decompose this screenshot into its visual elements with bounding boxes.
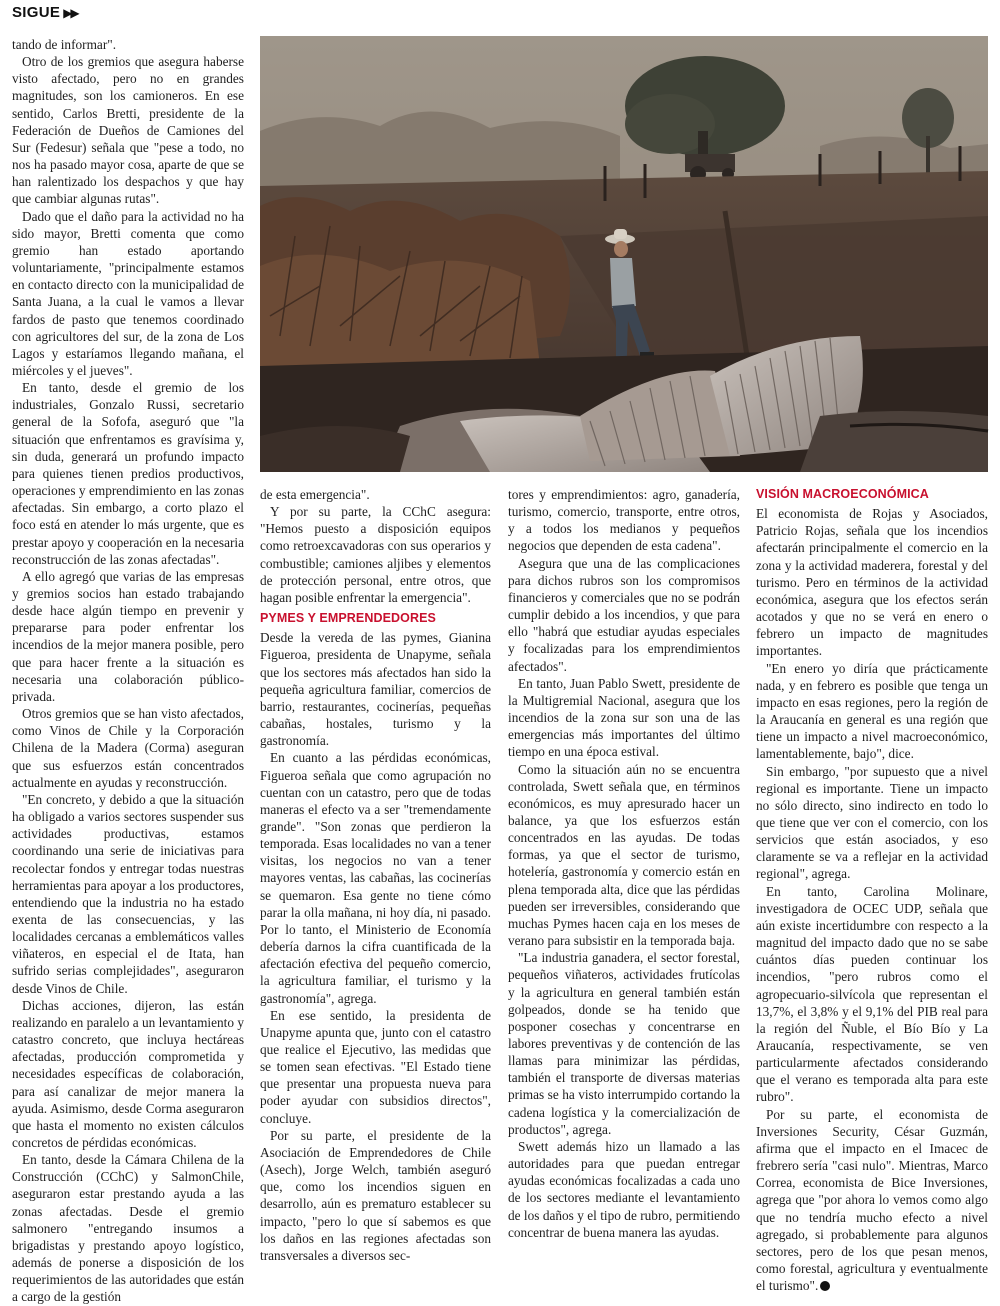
paragraph: En tanto, Juan Pablo Swett, presidente de la Multigremial Nacional, asegura que los incendios de la zona sur son una de las emergencias más importantes del último tiempo en una época estival. xyxy=(508,675,740,760)
paragraph: Desde la vereda de las pymes, Gianina Figueroa, presidenta de Unapyme, señala que los sectores más afectados han sido la pequeña agricultura familiar, comercios de barrio, restaurantes, cocinerías, pequeñas cabañas, hostales, turismo y la gastronomía. xyxy=(260,630,491,749)
continue-arrows-icon: ▶▶ xyxy=(63,6,78,20)
paragraph: de esta emergencia". xyxy=(260,487,370,502)
paragraph: tando de informar". xyxy=(12,37,117,52)
paragraph: Dichas acciones, dijeron, las están realizando en paralelo a un levantamiento y catastro concreto, que incluya hectáreas afectadas, producción comprometida y necesidades específicas de colaboración, para así canalizar de mejor manera la ayuda. Asimismo, desde Corma aseguraron que hasta el momento no existen cálculos concretos de pérdidas económicas. xyxy=(12,997,244,1150)
paragraph: Dado que el daño para la actividad no ha sido mayor, Bretti comenta que como gremio han estado aportando voluntariamente, "principalmente estamos en contacto directo con la municipalidad de Santa Juana, a la cual le vamos a llevar fardos de pasto que tenemos coordinado con agricultores del sur, de la zona de Los Lagos y estaríamos llegando mañana, el miércoles y el jueves". xyxy=(12,208,244,378)
paragraph: Sin embargo, "por supuesto que a nivel regional es importante. Tiene un impacto no sólo directo, sino indirecto en todo lo que tiene que ver con el comercio, con los servicios que están asociados, y eso claramente se va a reflejar en la actividad regional", agrega. xyxy=(756,763,988,882)
section-subheading: VISIÓN MACROECONÓMICA xyxy=(756,487,929,501)
paragraph: En tanto, Carolina Molinare, investigadora de OCEC UDP, señala que aún existe incertidumbre con respecto a la magnitud del impacto dado que no se sabe cuántos días pueden continuar los incendios, "pero rubros como el agropecuario-silvícola que representan el 13,7%, el 3,8% y el 9,1% del PIB real para la región del Ñuble, el Bío Bío y La Araucanía, respectivamente, se ven particularmente afectados considerando que el verano es temporada alta para este rubro". xyxy=(756,883,988,1105)
paragraph: En tanto, desde el gremio de los industriales, Gonzalo Russi, secretario general de la Sofofa, aseguró que "la situación que enfrentamos es gravísima y, sin duda, generará un profundo impacto para quienes tienen predios productivos, operaciones y emprendimiento en las zonas afectadas. Sin embargo, a corto plazo el foco está en atender lo más urgente, que es prestar apoyo y cooperación en la necesaria reconstrucción de las zonas afectadas". xyxy=(12,380,244,567)
paragraph: El economista de Rojas y Asociados, Patricio Rojas, señala que los incendios afectarán principalmente el comercio en la zona y la actividad maderera, forestal y del turismo. Pero en términos de la actividad económica, asegura que los efectos serán acotados y que no se verá en enero o febrero un impacto de magnitudes importantes. xyxy=(756,506,988,659)
section-subheading: PYMES Y EMPRENDEDORES xyxy=(260,611,436,626)
paragraph: En cuanto a las pérdidas económicas, Figueroa señala que como agrupación no cuentan con un catastro, pero que de todas maneras el efecto va a ser "tremendamente grande". "Son zonas que perdieron la temporada. Esas localidades no van a tener visitas, los negocios no van a tener mayores ventas, las cabañas, las cocinerías se quemaron. Esa gente no tiene cómo parar la olla mañana, ni hoy día, ni pasado. Por lo tanto, el Ministerio de Economía debería darnos la cifra cuantificada de la afectación efectiva del pequeño comercio, la agricultura familiar, el turismo y la gastronomía", agrega. xyxy=(260,750,491,1006)
paragraph: "En enero yo diría que prácticamente nada, y en febrero es posible que tenga un impacto en esas regiones, pero la región de la Araucanía en general es una región que tiene un impacto a nivel macroeconómico, lamentablemente, bajo", dice. xyxy=(756,660,988,762)
paragraph: Otro de los gremios que asegura haberse visto afectado, pero no en grandes magnitudes, son los camioneros. En ese sentido, Carlos Bretti, presidente de la Federación de Dueños de Camiones del Sur (Fedesur) señala que "pese a todo, no nos ha pasado mayor cosa, aparte de que se han ralentizado los despachos y que hay que cambiar algunas rutas". xyxy=(12,54,244,207)
continue-label xyxy=(12,4,78,21)
continue-text: SIGUE xyxy=(12,4,61,21)
paragraph: Swett además hizo un llamado a las autoridades para que puedan entregar ayudas económicas focalizadas a cada uno de los sectores mediante el levantamiento de los daños y el tipo de rubro, permitiendo concentrar de buena manera las ayudas. xyxy=(508,1138,740,1240)
end-of-article-icon xyxy=(820,1281,830,1291)
paragraph: Otros gremios que se han visto afectados, como Vinos de Chile y la Corporación Chilena de la Madera (Corma) aseguran que sus esfuerzos están concentrados actualmente en ayudas y reconstrucción. xyxy=(12,706,244,790)
paragraph-text: Por su parte, el economista de Inversiones Security, César Guzmán, afirma que el impacto en el Imacec de frebrero sería "casi nulo". Mientras, Marco Correa, economista de Bice Inversiones, agrega que "por ahora lo vemos como algo que no tendría mucho efecto a nivel agregado, si probablemente para algunos sectores, pero de los que pesan menos, como forestal, agricultura y eventualmente el turismo". xyxy=(756,1106,988,1294)
paragraph: tores y emprendimientos: agro, ganadería, turismo, comercio, transporte, entre otros, y a todos los medianos y pequeños negocios que dependen de esta cadena". xyxy=(508,487,740,554)
paragraph: En tanto, desde la Cámara Chilena de la Construcción (CChC) y SalmonChile, aseguraron estar prestando ayuda a las zonas afectadas. Desde el gremio salmonero "entregando insumos a brigadistas y prestando apoyo logístico, además de ponerse a disposición de los requerimientos de las autoridades que están a cargo de la gestión xyxy=(12,1152,244,1305)
article-column-1 xyxy=(12,36,244,1305)
paragraph: Por su parte, el presidente de la Asociación de Emprendedores de Chile (Asech), Jorge Welch, también aseguró que, como los incendios siguen en desarrollo, aún es prematuro establecer su impacto, "pero lo que sí sabemos es que los daños en las regiones afectadas son transversales a diversos sec- xyxy=(260,1127,491,1263)
paragraph: Y por su parte, la CChC asegura: "Hemos puesto a disposición equipos como retroexcavadoras con sus operarios y combustible; camiones aljibes y elementos de protección personal, entre otros, que hagan posible enfrentar la emergencia". xyxy=(260,504,491,605)
paragraph: Asegura que una de las complicaciones para dichos rubros son los compromisos financieros y comerciales que no se podrán cumplir debido a los incendios, y que para ello "habrá que estudiar ayudas especiales y focalizadas para los emprendimientos afectados". xyxy=(508,555,740,674)
paragraph: "La industria ganadera, el sector forestal, pequeños viñateros, actividades frutícolas y la agricultura en general también están golpeados, donde se ha tenido que posponer cosechas y concentrarse en labores preventivas y de contención de las llamas para minimizar las pérdidas, también el transporte de diversas materias primas se ha visto interrumpido cortando la cadena logística y la comercialización de productos", agrega. xyxy=(508,950,740,1137)
paragraph xyxy=(756,1106,988,1295)
paragraph: Como la situación aún no se encuentra controlada, Swett señala que, en términos económicos, es muy apresurado hacer un balance, ya que los esfuerzos están concentrados en las ayudas. De todas formas, ya que el sector de turismo, hotelería, gastronomía y comercio están en plena temporada alta, dice que las pérdidas pueden ser irreversibles, considerando que muchas Pymes hacen caja en los meses de verano para subsistir en la temporada baja. xyxy=(508,761,740,949)
article-column-3 xyxy=(508,486,740,1240)
photo-illustration xyxy=(260,36,988,472)
paragraph: En ese sentido, la presidenta de Unapyme apunta que, junto con el catastro que realice el Ejecutivo, las medidas que se tomen sean efectivas. "El Estado tiene que presentar una propuesta nueva para poder ayudar con subsidios directos", concluye. xyxy=(260,1007,491,1126)
article-column-2 xyxy=(260,486,491,1263)
paragraph: "En concreto, y debido a que la situación ha obligado a varios sectores suspender sus actividades productivas, estamos coordinando una serie de iniciativas para recolectar fondos y entregar todas nuestras herramientas para apoyar a los productores, entendiendo que la industria no ha estado exenta de las consecuencias, y las localidades cercanas a emblemáticos valles viñateros, en especial el de Itata, han sufrido serias complejidades", aseguraron desde Vinos de Chile. xyxy=(12,791,244,996)
paragraph: A ello agregó que varias de las empresas y gremios socios han estado trabajando desde hace algún tiempo en prevenir y prepararse para poder enfrentar los incendios de la mejor manera posible, pero que para hacer frente a la situación es necesaria una colaboración público-privada. xyxy=(12,568,244,704)
wildfire-aftermath-photo xyxy=(260,36,988,472)
article-column-4 xyxy=(756,486,988,1294)
